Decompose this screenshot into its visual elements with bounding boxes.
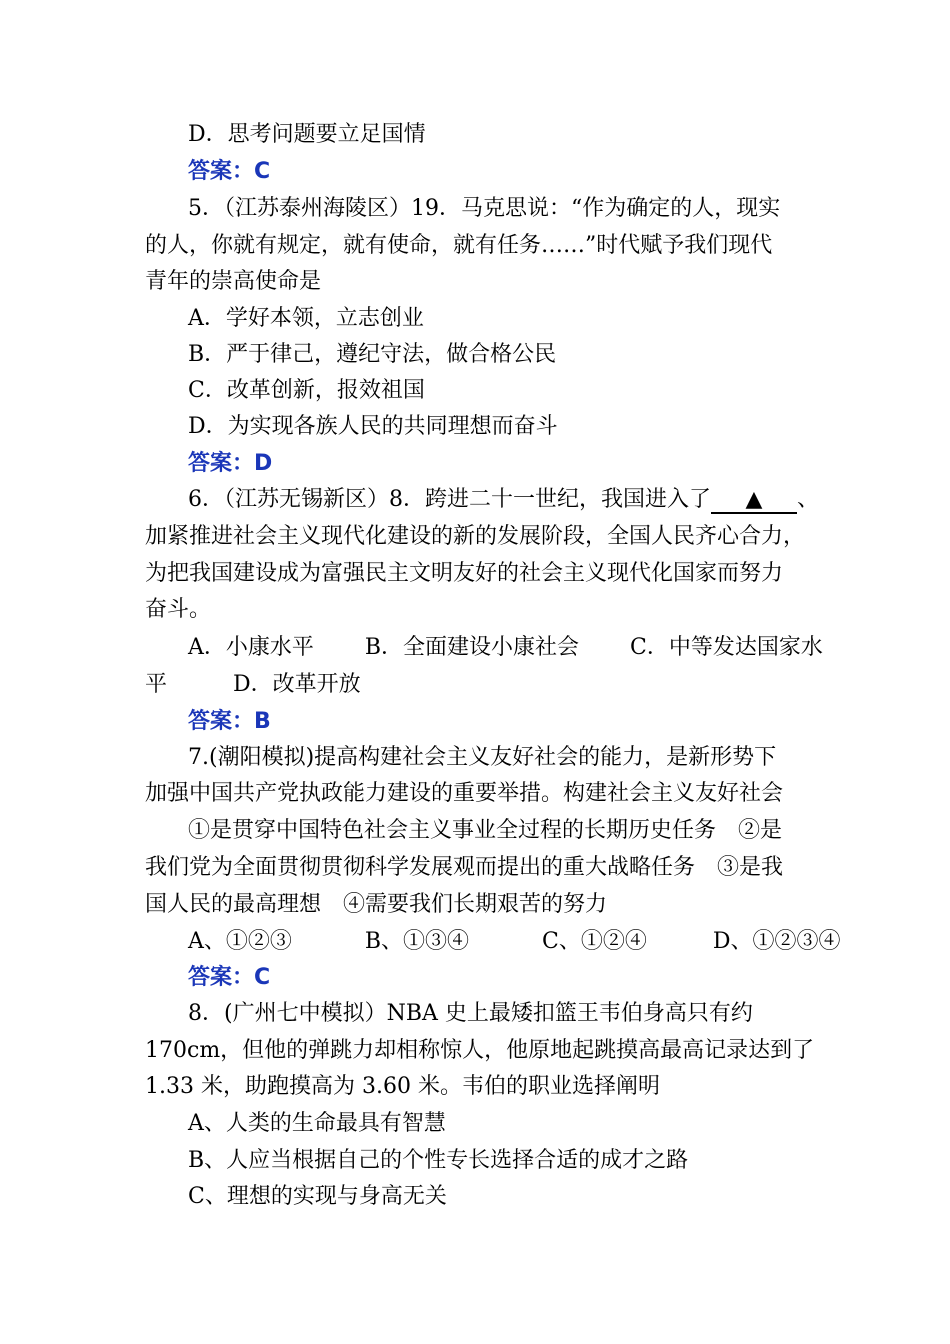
q6-options-line-1: A．小康水平 B．全面建设小康社会 C．中等发达国家水 xyxy=(188,635,823,660)
q5-option-c: C．改革创新，报效祖国 xyxy=(188,378,425,403)
q8-option-a: A、人类的生命最具有智慧 xyxy=(188,1111,446,1136)
q7-item-line-3: 国人民的最高理想 ④需要我们长期艰苦的努力 xyxy=(145,892,608,917)
q5-option-d: D．为实现各族人民的共同理想而奋斗 xyxy=(188,414,558,439)
q7-item-line-1: ①是贯穿中国特色社会主义事业全过程的长期历史任务 ②是 xyxy=(188,818,783,843)
q6-stem-line-1 xyxy=(188,486,819,514)
q7-options: A、①②③ B、①③④ C、①②④ D、①②③④ xyxy=(188,929,841,954)
q7-answer: 答案：C xyxy=(188,965,271,990)
q6-stem-line-3: 为把我国建设成为富强民主文明友好的社会主义现代化国家而努力 xyxy=(145,561,784,586)
q5-option-b: B．严于律己，遵纪守法，做合格公民 xyxy=(188,342,557,367)
q7-item-line-2: 我们党为全面贯彻贯彻科学发展观而提出的重大战略任务 ③是我 xyxy=(145,855,784,880)
q6-answer: 答案：B xyxy=(188,709,271,734)
q6-options-line-2: 平 D．改革开放 xyxy=(145,672,361,697)
q4-answer: 答案：C xyxy=(188,159,271,184)
q5-stem-line-2: 的人，你就有规定，就有使命，就有任务……”时代赋予我们现代 xyxy=(145,233,773,258)
q5-stem-line-3: 青年的崇高使命是 xyxy=(145,269,322,294)
q5-option-a: A．学好本领，立志创业 xyxy=(188,306,424,331)
q7-stem-line-1: 7.(潮阳模拟)提高构建社会主义友好社会的能力，是新形势下 xyxy=(188,745,777,770)
q6-stem-line-4: 奋斗。 xyxy=(145,597,212,622)
q8-option-b: B、人应当根据自己的个性专长选择合适的成才之路 xyxy=(188,1148,689,1173)
q8-stem-line-2: 170cm，但他的弹跳力却相称惊人，他原地起跳摸高最高记录达到了 xyxy=(145,1038,815,1063)
q8-option-c: C、理想的实现与身高无关 xyxy=(188,1184,447,1209)
q7-stem-line-2: 加强中国共产党执政能力建设的重要举措。构建社会主义友好社会 xyxy=(145,781,784,806)
q4-option-d: D．思考问题要立足国情 xyxy=(188,122,426,147)
q6-stem-line-1-tail: 、 xyxy=(797,487,820,512)
q8-stem-line-1: 8．(广州七中模拟）NBA 史上最矮扣篮王韦伯身高只有约 xyxy=(188,1001,753,1026)
q6-fill-blank: ▲ xyxy=(711,488,797,514)
q5-answer: 答案：D xyxy=(188,451,273,476)
q6-stem-line-2: 加紧推进社会主义现代化建设的新的发展阶段，全国人民齐心合力， xyxy=(145,524,806,549)
q6-stem-line-1-text: 6．（江苏无锡新区）8．跨进二十一世纪，我国进入了 xyxy=(188,487,711,512)
q5-stem-line-1: 5．（江苏泰州海陵区）19．马克思说：“作为确定的人，现实 xyxy=(188,196,781,221)
q8-stem-line-3: 1.33 米，助跑摸高为 3.60 米。韦伯的职业选择阐明 xyxy=(145,1074,660,1099)
